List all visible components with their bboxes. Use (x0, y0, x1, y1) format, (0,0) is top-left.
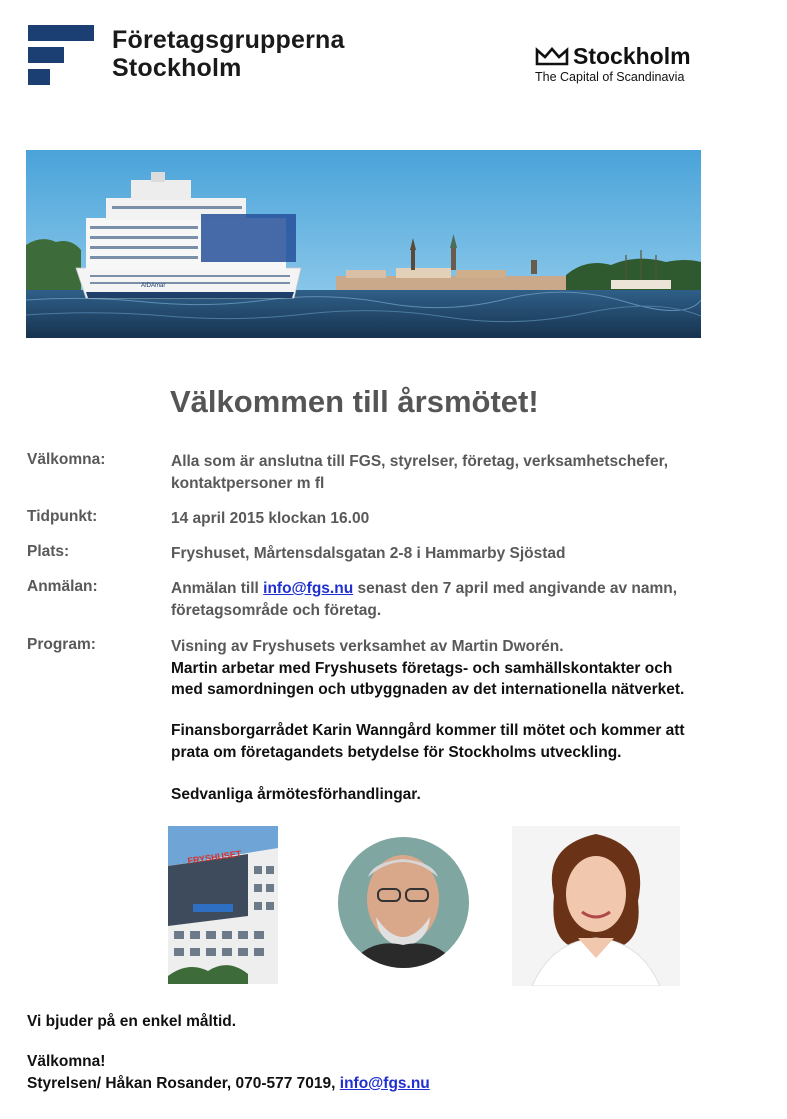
signature-email-link[interactable]: info@fgs.nu (339, 1075, 430, 1092)
martin-dworen-portrait (338, 837, 469, 968)
value-program: Visning av Fryshusets verksamhet av Martin Dworén. Martin arbetar med Fryshusets företags- och samhällskontakter och med samordningen och utbyggnaden av det internationella nätverket. (171, 638, 685, 698)
program-mayor-paragraph: Finansborgarrådet Karin Wanngård kommer till mötet och kommer att prata om företagandets betydelse för Stockholms utveckling. (171, 722, 685, 761)
fgs-logo-mark (28, 25, 94, 85)
label-program: Program: (27, 636, 96, 653)
fryshuset-building-photo (168, 826, 278, 984)
program-agenda-paragraph: Sedvanliga årmötesförhandlingar. (171, 786, 421, 803)
value-place: Fryshuset, Mårtensdalsgatan 2-8 i Hammarby Sjöstad (171, 545, 566, 562)
label-signup: Anmälan: (27, 578, 98, 595)
ship-name-label: AIDAmar (141, 283, 166, 289)
fgs-logo-text: Företagsgrupperna Stockholm (112, 26, 345, 82)
stockholm-logo: Stockholm The Capital of Scandinavia (535, 43, 691, 84)
building-sign-text: FRYSHUSET (186, 848, 242, 866)
label-welcome: Välkomna: (27, 451, 106, 468)
page-title: Välkommen till årsmötet! (170, 384, 539, 419)
crown-icon (535, 46, 569, 66)
closing-welcome: Välkomna! (27, 1053, 106, 1070)
label-place: Plats: (27, 543, 70, 560)
value-welcome: Alla som är anslutna till FGS, styrelser, företag, verksamhetschefer, kontaktpersoner m fl (171, 453, 669, 492)
value-time: 14 april 2015 klockan 16.00 (171, 510, 370, 527)
signup-email-link[interactable]: info@fgs.nu (263, 580, 354, 597)
value-signup: Anmälan till info@fgs.nu senast den 7 april med angivande av namn, företagsområde och företag. (171, 580, 678, 619)
karin-wanngard-portrait (512, 826, 680, 986)
label-time: Tidpunkt: (27, 508, 98, 525)
signature: Styrelsen/ Håkan Rosander, 070-577 7019, info@fgs.nu (27, 1075, 430, 1092)
banner-photo-cruise-ship (26, 150, 701, 338)
meal-note: Vi bjuder på en enkel måltid. (27, 1013, 237, 1030)
